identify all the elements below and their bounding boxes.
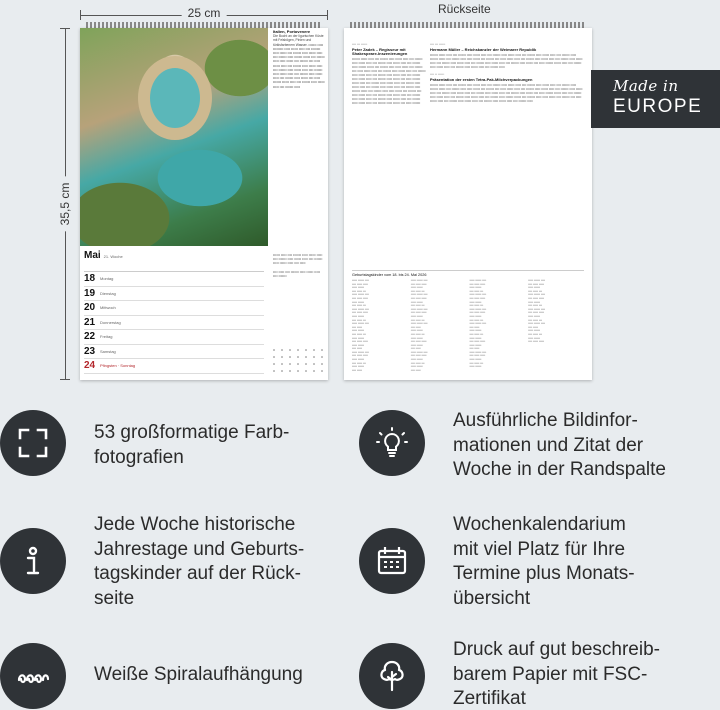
feature-text-history: Jede Woche historische Jahrestage und Geburts- tagskinder auf der Rück- seite bbox=[94, 514, 305, 609]
quote-of-the-week: •••••• ••••• •••• ••••••• ••••• •••••• ••••• •••• ••••••• ••••• •••••• ••••• •••• ••••••• ••••• •••••• ••••• •••• ••••• •••• ••••• •••• ••••••• ••••• •••••• ••••• •••• ••••••• bbox=[273, 253, 323, 279]
day-row-sunday[interactable]: 24 Pfingsten · Sonntag bbox=[84, 359, 264, 374]
week-calendar bbox=[80, 250, 268, 380]
week-number: 21. Woche bbox=[103, 254, 123, 259]
day-row[interactable]: 20 Mittwoch bbox=[84, 301, 264, 316]
height-dimension bbox=[58, 28, 72, 380]
calendar-icon bbox=[359, 528, 425, 594]
lightbulb-icon bbox=[359, 410, 425, 476]
anniversary-title: Präsentation der ersten Tetra-Pak-Milchverpackungen bbox=[430, 77, 533, 82]
badge-line1: Made in bbox=[613, 77, 679, 95]
feature-text-paper: Druck auf gut beschreib- barem Papier mit FSC- Zertifikat bbox=[453, 639, 660, 709]
calendar-front-page bbox=[80, 28, 328, 380]
day-row[interactable]: 23 Samstag bbox=[84, 345, 264, 360]
back-column-right: •••• ••• •••••• Hermann Müller – Reichskanzler der Weimarer Republik ••••••• •••••• ••••• •••• ••••••• ••••• •••••• ••••• •••• ••••••• ••••• •••••• ••••• •••• ••••••• ••••• •••••• ••••• •••• ••••••• ••••• ••••••• •••••• •••• ••••••• ••••• ••••• •••••• •••• ••••••• •••• ••••• •••••• ••••• •••• ••••••• ••••• •••••• ••••• •••• ••••••• ••••• •••••• ••••• •••• ••••••• ••••• •••••• ••••• •••• ••••••• ••••• •••••• ••••• •••• ••••••• ••••• •••••• •••• ••••• ••••••• •••••• ••••• •••• ••••••• ••••• •••••• ••••• •••• ••••••• ••••• •••••• ••••• •••• ••••••• ••••• •••• •• •••••• Präsentation der ersten Tetra-Pak-Milchverpackungen ••••••• •••••• ••••• •••• ••••••• ••••• •••••• ••••• •••• ••••••• ••••• •••••• ••••• •••• ••••••• ••••• •••••• ••••• •••• ••••••• ••••• ••••••• •••••• •••• ••••••• ••••• ••••• •••••• •••• ••••••• •••• ••••• •••••• ••••• •••• ••••••• ••••• •••••• ••••• •••• ••••••• ••••• •••••• ••••• •••• ••••••• ••••• •••••• ••••• •••• ••••••• ••••• •••••• ••••• •••• ••••••• ••••• •••••• •••• ••••• ••••••• •••••• ••••• •••• ••••••• ••••• •••••• ••••• •••• ••••••• ••••• •••••• ••••• •••• ••••••• ••••• ••••••• •••••• •••• ••••••• ••••• ••••• •••••• •••• ••••••• •••• ••••• •••••• ••••• •••• ••••••• ••••• •••••• ••••• •••• ••••••• ••••• •••••• ••••• •••• ••••••• ••••• bbox=[430, 42, 583, 103]
anniversary-title: Hermann Müller – Reichskanzler der Weimarer Republik bbox=[430, 47, 537, 52]
badge-line2: EUROPE bbox=[613, 96, 703, 117]
birthdays-section: Geburtstagskinder vom 18. bis 24. Mai 2026 ••••• •••••• •••• •••• ••••• ••••• ••••• •••••• •••• ••••• ••• ••••• •••••• •••• •••• ••••• ••••• ••••• •••••• •••• ••••• ••• ••••• •••••• •••• •••• ••••• ••••• ••••• •••••• •••• ••••• ••• ••••• •••••• •••• •••• ••••• ••••• •••••• •••• ••••• ••• ••••• •••••• •••• ••••• ••••• ••••• •••••• •••• ••••• ••••• •••••• •••• •••• ••••• ••••• ••••• •••••• •••• ••••• ••• ••••• •••••• •••• ••••• ••••• •••••• •••• •••• ••••• ••••• ••••• •••••• •••• ••••• ••• ••••• •••••• •••• •••• ••••• ••••• ••••• •••••• •••• ••••• ••• ••••• •••••• •••• •••• ••••• ••••• ••••• •••••• •••• ••••• ••• ••••• •••••• •••• •••• ••••• ••••• •••••• •••• ••••• ••• ••••• •••••• •••• ••••• ••••• ••••• •••••• •••• ••••• ••••• •••••• •••• •••• ••••• ••••• ••••• •••••• •••• ••••• ••• ••••• •••••• •••• ••••• ••••• •••••• •••• •••• ••••• ••••• ••••• •••••• •••• ••••• ••• ••••• •••••• •••• •••• ••••• ••••• ••••• •••••• •••• ••••• ••• ••••• •••••• •••• •••• ••••• ••••• ••••• •••••• •••• ••••• ••• ••••• •••••• •••• •••• ••••• ••••• •••••• •••• ••••• ••• ••••• •••••• •••• ••••• ••••• ••••• •••••• •••• ••••• ••••• •••••• •••• •••• ••••• ••••• ••••• •••••• •••• ••••• ••• ••••• •••••• ••••• •••••• •••• •••• ••••• ••••• ••••• •••••• •••• ••••• ••• ••••• •••••• •••• •••• ••••• ••••• ••••• •••••• •••• ••••• ••• ••••• •••••• •••• •••• ••••• ••••• ••••• •••••• •••• ••••• ••• ••••• •••••• •••• •••• ••••• ••••• •••••• •••• ••••• ••• ••••• •••••• •••• ••••• ••••• bbox=[352, 270, 584, 375]
width-dimension bbox=[80, 8, 328, 22]
birthdays-title: Geburtstagskinder vom 18. bis 24. Mai 2026 bbox=[352, 273, 427, 277]
feature-text-spiral: Weiße Spiralaufhängung bbox=[94, 664, 303, 685]
feature-text-photos: 53 großformatige Farb- fotografien bbox=[94, 422, 290, 468]
height-label: 35,5 cm bbox=[58, 177, 72, 232]
fullscreen-frame-icon bbox=[0, 410, 66, 476]
feature-text-calendar: Wochenkalendarium mit viel Platz für Ihre Termine plus Monats- übersicht bbox=[453, 514, 635, 609]
landscape-photo bbox=[80, 28, 268, 246]
spiral-binding-icon bbox=[0, 643, 66, 709]
tree-icon bbox=[359, 643, 425, 709]
photo-info-column: Italien, Portovenere Die Bucht an der ligurischen Küste mit Felsbögen, Pinien und türkisfarbenem Wasser. ••••••• ••••• ••••••••• ••••• •••••• ••••• •••• •••••••• ••••• •••••• •••• ••••••• ••••• •••••• ••••• •••• ••••••• ••••• ••••••• •••••• •••• ••••••• ••••• ••••• •••••• •••• ••••••• •••• ••••• •••••• ••••• •••• ••••••• ••••• •••••• ••••• •••• ••••••• ••••• •••••• ••••• •••• ••••••• ••••• •••••• ••••• •••• ••••••• ••••• •••••• ••••• •••• ••••••• ••••• •••••• •••• ••••• ••••••• •••••• ••••• •••• ••••••• ••••• •••••• ••••• •••• ••••••• ••••• bbox=[273, 29, 325, 89]
width-label: 25 cm bbox=[182, 6, 227, 20]
back-column-left: •••• ••• •••••• Peter Zadek – Regisseur mit Shakespeare-Inszenierungen ••••••• •••••• ••••• •••• ••••••• ••••• •••••• ••••• •••• ••••••• ••••• •••••• ••••• •••• ••••••• ••••• •••••• ••••• •••• ••••••• ••••• ••••••• •••••• •••• ••••••• ••••• ••••• •••••• •••• ••••••• •••• ••••• •••••• ••••• •••• ••••••• ••••• •••••• ••••• •••• ••••••• ••••• •••••• ••••• •••• ••••••• ••••• •••••• ••••• •••• ••••••• ••••• •••••• ••••• •••• ••••••• ••••• •••••• •••• ••••• ••••••• •••••• ••••• •••• ••••••• ••••• •••••• ••••• •••• ••••••• ••••• •••••• ••••• •••• ••••••• ••••• •••••• ••••• •••• ••••••• ••••• ••••••• •••••• •••• ••••••• ••••• ••••• •••••• •••• ••••••• •••• ••••• •••••• ••••• •••• ••••••• ••••• •••••• ••••• •••• ••••••• ••••• •••••• ••••• •••• ••••••• ••••• •••••• ••••• •••• ••••••• ••••• •••••• ••••• •••• ••••••• ••••• •••••• •••• ••••• ••••••• bbox=[352, 42, 426, 105]
day-row[interactable]: 21 Donnerstag bbox=[84, 316, 264, 331]
month-overview: •• •• •• •• •• •• •• •• •• •• •• •• •• •• •• •• •• •• •• •• •• •• •• •• •• •• •• •• bbox=[272, 348, 324, 373]
month-name: Mai bbox=[84, 250, 101, 261]
day-row[interactable]: 22 Freitag bbox=[84, 330, 264, 345]
day-row[interactable]: 18 Montag bbox=[84, 272, 264, 287]
made-in-europe-badge bbox=[591, 70, 720, 128]
feature-text-info: Ausführliche Bildinfor- mationen und Zitat der Woche in der Randspalte bbox=[453, 410, 666, 480]
anniversary-title: Peter Zadek – Regisseur mit Shakespeare-Inszenierungen bbox=[352, 47, 408, 56]
calendar-back-page bbox=[344, 28, 592, 380]
day-row[interactable]: 19 Dienstag bbox=[84, 287, 264, 302]
back-side-label: Rückseite bbox=[438, 2, 491, 16]
info-icon bbox=[0, 528, 66, 594]
